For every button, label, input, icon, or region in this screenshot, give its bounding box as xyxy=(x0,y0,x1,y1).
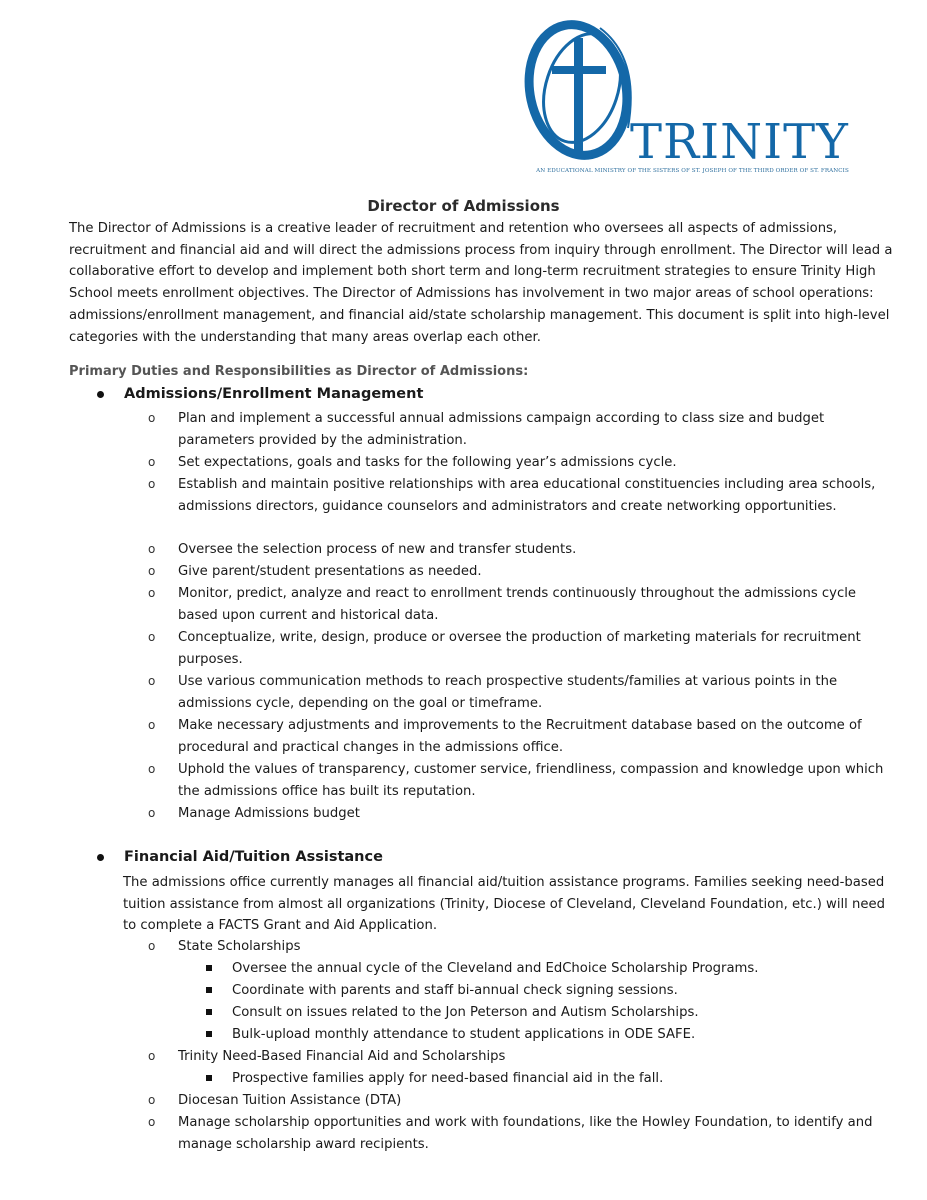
list-item-text: Plan and implement a successful annual admissions campaign according to class size and budget parameters provided by the administration. xyxy=(178,411,825,448)
list-item-text: Uphold the values of transparency, customer service, friendliness, compassion and knowledge upon which the admissions office has built its reputation. xyxy=(178,762,884,799)
list-item-text: Trinity Need-Based Financial Aid and Scholarships xyxy=(178,1049,506,1064)
circle-bullet-icon: o xyxy=(148,762,156,776)
intro-paragraph xyxy=(69,218,899,348)
sub-list-item-text: Prospective families apply for need-based financial aid in the fall. xyxy=(232,1071,664,1086)
page-title: Director of Admissions xyxy=(367,197,560,215)
logo-tagline: AN EDUCATIONAL MINISTRY OF THE SISTERS OF ST. JOSEPH OF THE THIRD ORDER OF ST. FRANCIS xyxy=(536,168,849,174)
trinity-logo xyxy=(510,18,875,178)
square-bullet-icon xyxy=(206,987,212,993)
sub-list-item-text: Oversee the annual cycle of the Cleveland and EdChoice Scholarship Programs. xyxy=(232,961,759,976)
list-item-text: State Scholarships xyxy=(178,939,301,954)
list-item-text: Give parent/student presentations as needed. xyxy=(178,564,482,579)
list-item-text: Establish and maintain positive relationships with area educational constituencies including area schools, admissions directors, guidance counselors and administrators and create networking opportunities. xyxy=(178,477,876,514)
circle-bullet-icon: o xyxy=(148,455,156,469)
list-item-text: Set expectations, goals and tasks for the following year’s admissions cycle. xyxy=(178,455,677,470)
circle-bullet-icon: o xyxy=(148,939,156,953)
bullet-icon xyxy=(97,391,104,398)
list-item-text: Make necessary adjustments and improvements to the Recruitment database based on the outcome of procedural and practical changes in the admissions office. xyxy=(178,718,862,755)
list-item-text: Manage Admissions budget xyxy=(178,806,360,821)
circle-bullet-icon: o xyxy=(148,630,156,644)
bullet-icon xyxy=(97,854,104,861)
list-item-text: Conceptualize, write, design, produce or oversee the production of marketing materials for recruitment purposes. xyxy=(178,630,861,667)
circle-bullet-icon: o xyxy=(148,1049,156,1063)
circle-bullet-icon: o xyxy=(148,564,156,578)
sub-list-item-text: Bulk-upload monthly attendance to student applications in ODE SAFE. xyxy=(232,1027,696,1042)
financial-aid-paragraph: The admissions office currently manages all financial aid/tuition assistance programs. Families seeking need-based tuition assistance from almost all organizations (Trinity, Diocese of Cleveland, Cleveland Foundation, etc.) will need to complete a FACTS Grant and Aid Application. xyxy=(123,875,885,934)
section-heading-text: Admissions/Enrollment Management xyxy=(124,386,424,402)
list-item-text: Monitor, predict, analyze and react to enrollment trends continuously throughout the admissions cycle based upon current and historical data. xyxy=(178,586,857,623)
list-item-text: Oversee the selection process of new and transfer students. xyxy=(178,542,577,557)
square-bullet-icon xyxy=(206,1009,212,1015)
circle-bullet-icon: o xyxy=(148,718,156,732)
sub-list-item-text: Consult on issues related to the Jon Peterson and Autism Scholarships. xyxy=(232,1005,699,1020)
circle-bullet-icon: o xyxy=(148,674,156,688)
circle-bullet-icon: o xyxy=(148,411,156,425)
circle-bullet-icon: o xyxy=(148,806,156,820)
intro-text: The Director of Admissions is a creative leader of recruitment and retention who oversees all aspects of admissions, recruitment and financial aid and will direct the admissions process from inquiry through enrollment. The Director will lead a collaborative effort to develop and implement both short term and long-term recruitment strategies to ensure Trinity High School meets enrollment objectives. The Director of Admissions has involvement in two major areas of school operations: admissions/enrollment management, and financial aid/state scholarship management. This document is split into high-level categories with the understanding that many areas overlap each other. xyxy=(69,221,893,345)
list-item-text: Diocesan Tuition Assistance (DTA) xyxy=(178,1093,402,1108)
square-bullet-icon xyxy=(206,1075,212,1081)
list-item-text: Manage scholarship opportunities and work with foundations, like the Howley Foundation, to identify and manage scholarship award recipients. xyxy=(178,1115,873,1152)
duties-subheading: Primary Duties and Responsibilities as Director of Admissions: xyxy=(69,364,529,379)
section-heading-text: Financial Aid/Tuition Assistance xyxy=(124,849,383,865)
logo-wordmark: TRINITY xyxy=(630,114,849,170)
circle-bullet-icon: o xyxy=(148,542,156,556)
circle-bullet-icon: o xyxy=(148,477,156,491)
circle-bullet-icon: o xyxy=(148,1093,156,1107)
list-item-text: Use various communication methods to reach prospective students/families at various points in the admissions cycle, depending on the goal or timeframe. xyxy=(178,674,838,711)
circle-bullet-icon: o xyxy=(148,1115,156,1129)
sub-list-item-text: Coordinate with parents and staff bi-annual check signing sessions. xyxy=(232,983,678,998)
circle-bullet-icon: o xyxy=(148,586,156,600)
square-bullet-icon xyxy=(206,1031,212,1037)
square-bullet-icon xyxy=(206,965,212,971)
